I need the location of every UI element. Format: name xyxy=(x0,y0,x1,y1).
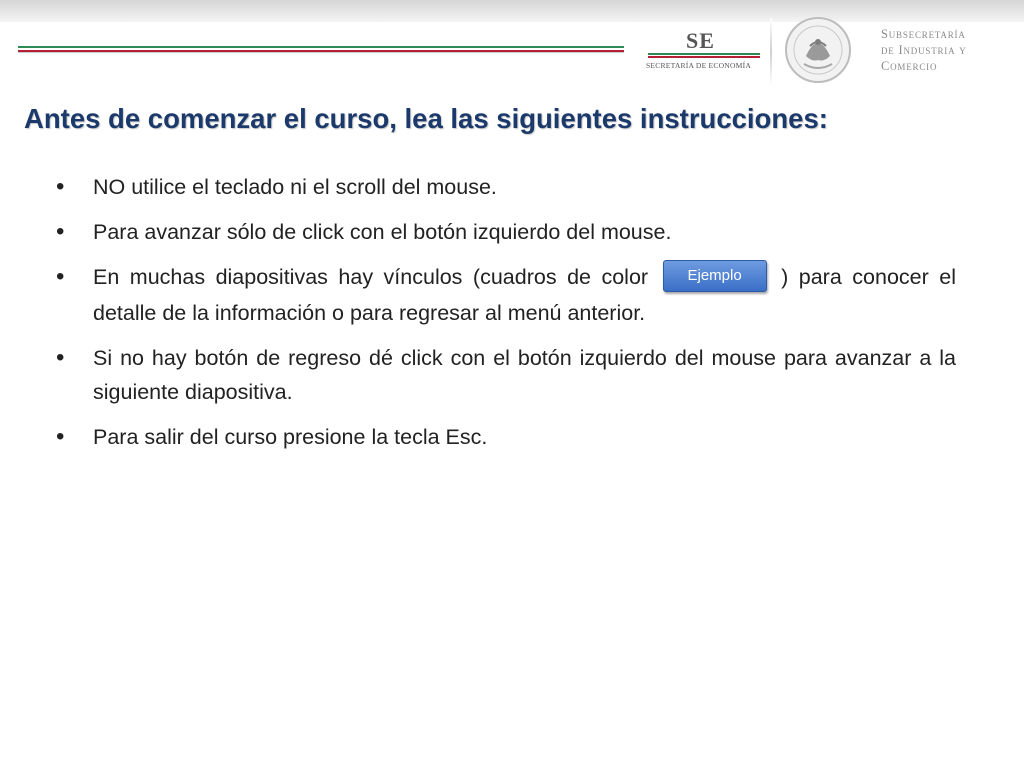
subsecretaria-line-1: Subsecretaría xyxy=(881,27,966,41)
top-gradient-band xyxy=(0,0,1024,22)
subsecretaria-line-2: de Industria y xyxy=(881,43,967,57)
bullet-icon: • xyxy=(56,423,65,451)
instructions-list xyxy=(56,170,956,465)
se-logo-red-rule xyxy=(648,56,760,58)
header-divider xyxy=(770,18,772,86)
bullet-text: NO utilice el teclado ni el scroll del mouse. xyxy=(93,175,497,199)
tricolor-rule xyxy=(18,46,624,54)
list-item xyxy=(56,420,956,454)
ejemplo-button[interactable]: Ejemplo xyxy=(663,260,767,292)
bullet-text: Para salir del curso presione la tecla Esc. xyxy=(93,425,488,450)
se-logo-abbrev: SE xyxy=(686,28,715,53)
bullet-icon: • xyxy=(56,218,65,245)
list-item xyxy=(56,260,956,330)
bullet-text: Para avanzar sólo de click con el botón izquierdo del mouse. xyxy=(93,220,672,244)
list-item xyxy=(56,170,956,204)
bullet-text: Si no hay botón de regreso dé click con el botón izquierdo del mouse para avanzar a la siguiente diapositiva. xyxy=(93,346,956,405)
subsecretaria-line-3: Comercio xyxy=(881,59,938,73)
se-logo xyxy=(640,28,766,76)
se-logo-name: SECRETARÍA DE ECONOMÍA xyxy=(646,61,752,70)
bullet-text: ) para conocer el detalle de la información o para regresar al menú anterior. xyxy=(93,265,956,326)
list-item xyxy=(56,341,956,409)
bullet-text: En muchas diapositivas hay vínculos (cuadros de color xyxy=(93,265,649,289)
se-logo-green-rule xyxy=(648,53,760,55)
mexico-coat-of-arms-seal-icon xyxy=(784,16,852,84)
page-title: Antes de comenzar el curso, lea las siguientes instrucciones: xyxy=(24,103,828,134)
bullet-icon: • xyxy=(56,263,65,290)
list-item xyxy=(56,215,956,249)
bullet-icon: • xyxy=(56,344,65,372)
bullet-icon: • xyxy=(56,173,65,200)
subsecretaria-name xyxy=(881,26,967,74)
